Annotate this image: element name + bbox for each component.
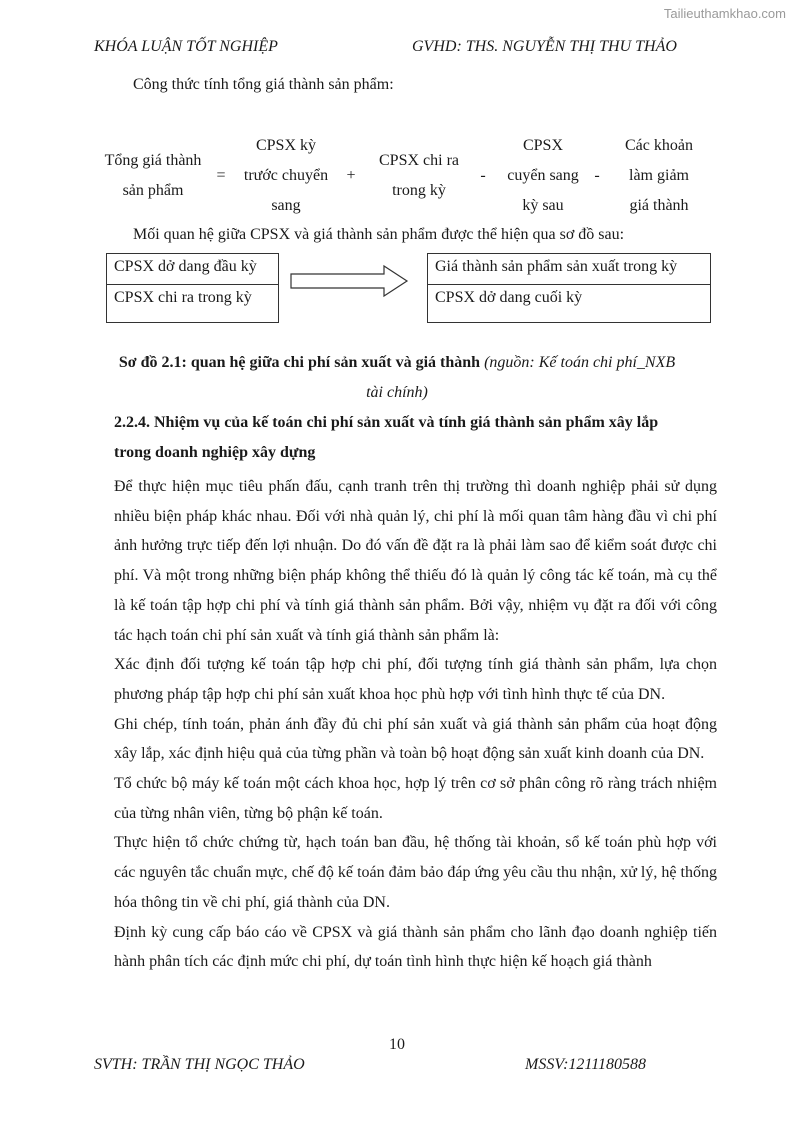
section-heading: 2.2.4. Nhiệm vụ của kế toán chi phí sản xuất và tính giá thành sản phẩm xây lắp bbox=[114, 414, 659, 431]
paragraph: Để thực hiện mục tiêu phấn đấu, cạnh tranh trên thị trường thì doanh nghiệp phải sử dụng nhiều biện pháp khác nhau. Đối với nhà quản lý, chi phí là mối quan tâm hàng đầu vì chi phí ảnh hưởng trực tiếp đến lợi nhuận. Do đó vấn đề đặt ra là phải làm sao để kiểm soát được chi phí. Và một trong những biện pháp không thể thiếu đó là quản lý công tác kế toán, mà cụ thể là kế toán tập hợp chi phí và tính giá thành sản phẩm. Bởi vậy, nhiệm vụ đặt ra đối với công tác hạch toán chi phí sản xuất và tính giá thành sản phẩm là: bbox=[114, 478, 717, 644]
formula-term-opening-cost: CPSX kỳ trước chuyển sang bbox=[243, 137, 329, 214]
relation-intro: Mối quan hệ giữa CPSX và giá thành sản phẩm được thể hiện qua sơ đồ sau: bbox=[133, 226, 625, 243]
section-heading-cont: trong doanh nghiệp xây dựng bbox=[114, 444, 316, 461]
paragraph: Ghi chép, tính toán, phản ánh đầy đủ chi phí sản xuất và giá thành sản phẩm của hoạt động xây lắp, xác định hiệu quả của từng phần và toàn bộ hoạt động sản xuất kinh doanh của DN. bbox=[114, 715, 717, 763]
formula-term-period-cost: CPSX chi ra trong kỳ bbox=[379, 152, 459, 199]
formula-term-carryover-cost: CPSX cuyển sang kỳ sau bbox=[507, 137, 579, 214]
body-text bbox=[114, 472, 717, 977]
diagram-product-cost: Giá thành sản phẩm sản xuất trong kỳ bbox=[435, 258, 678, 275]
diagram-arrow-icon bbox=[290, 264, 410, 298]
formula-term-deductions: Các khoản làm giảm giá thành bbox=[625, 137, 693, 214]
footer-student-id: MSSV:1211180588 bbox=[525, 1056, 647, 1073]
watermark: Tailieuthamkhao.com bbox=[663, 6, 786, 21]
diagram-caption: Sơ đồ 2.1: quan hệ giữa chi phí sản xuất và giá thành (nguồn: Kế toán chi phí_NXB bbox=[118, 354, 676, 371]
paragraph: Định kỳ cung cấp báo cáo về CPSX và giá thành sản phẩm cho lãnh đạo doanh nghiệp tiến hành phân tích các định mức chi phí, dự toán tình hình thực hiện kế hoạch giá thành bbox=[114, 923, 717, 971]
paragraph: Tổ chức bộ máy kế toán một cách khoa học, hợp lý trên cơ sở phân công rõ ràng trách nhiệm của từng nhân viên, từng bộ phận kế toán. bbox=[114, 775, 717, 822]
diagram-period-cost: CPSX chi ra trong kỳ bbox=[107, 284, 278, 315]
paragraph: Xác định đối tượng kế toán tập hợp chi phí, đối tượng tính giá thành sản phẩm, lựa chọn phương pháp tập hợp chi phí sản xuất khoa học phù hợp với tình hình thực tế của DN. bbox=[114, 656, 717, 703]
diagram-right-box bbox=[427, 253, 711, 323]
header-advisor: GVHD: THS. NGUYỄN THỊ THU THẢO bbox=[412, 38, 677, 55]
formula-plus: + bbox=[346, 167, 356, 184]
header-thesis-title: KHÓA LUẬN TỐT NGHIỆP bbox=[94, 38, 278, 55]
diagram-closing-wip: CPSX dở dang cuối kỳ bbox=[428, 284, 710, 315]
formula-minus-1: - bbox=[480, 167, 486, 184]
formula-intro: Công thức tính tổng giá thành sản phẩm: bbox=[133, 76, 394, 93]
formula-result: Tổng giá thành sản phẩm bbox=[104, 152, 202, 199]
footer-student: SVTH: TRẦN THỊ NGỌC THẢO bbox=[94, 1056, 305, 1073]
formula-equals: = bbox=[216, 167, 226, 184]
diagram-caption-source: tài chính) bbox=[366, 384, 428, 401]
paragraph: Thực hiện tổ chức chứng từ, hạch toán ban đầu, hệ thống tài khoản, sổ kế toán phù hợp với các nguyên tắc chuẩn mực, chế độ kế toán đảm bảo đáp ứng yêu cầu thu nhận, xử lý, hệ thống hóa thông tin về chi phí, giá thành của DN. bbox=[114, 834, 717, 911]
diagram-left-box bbox=[106, 253, 279, 323]
formula-minus-2: - bbox=[594, 167, 600, 184]
page-number: 10 bbox=[389, 1036, 405, 1053]
diagram-opening-wip: CPSX dở dang đầu kỳ bbox=[114, 258, 257, 275]
